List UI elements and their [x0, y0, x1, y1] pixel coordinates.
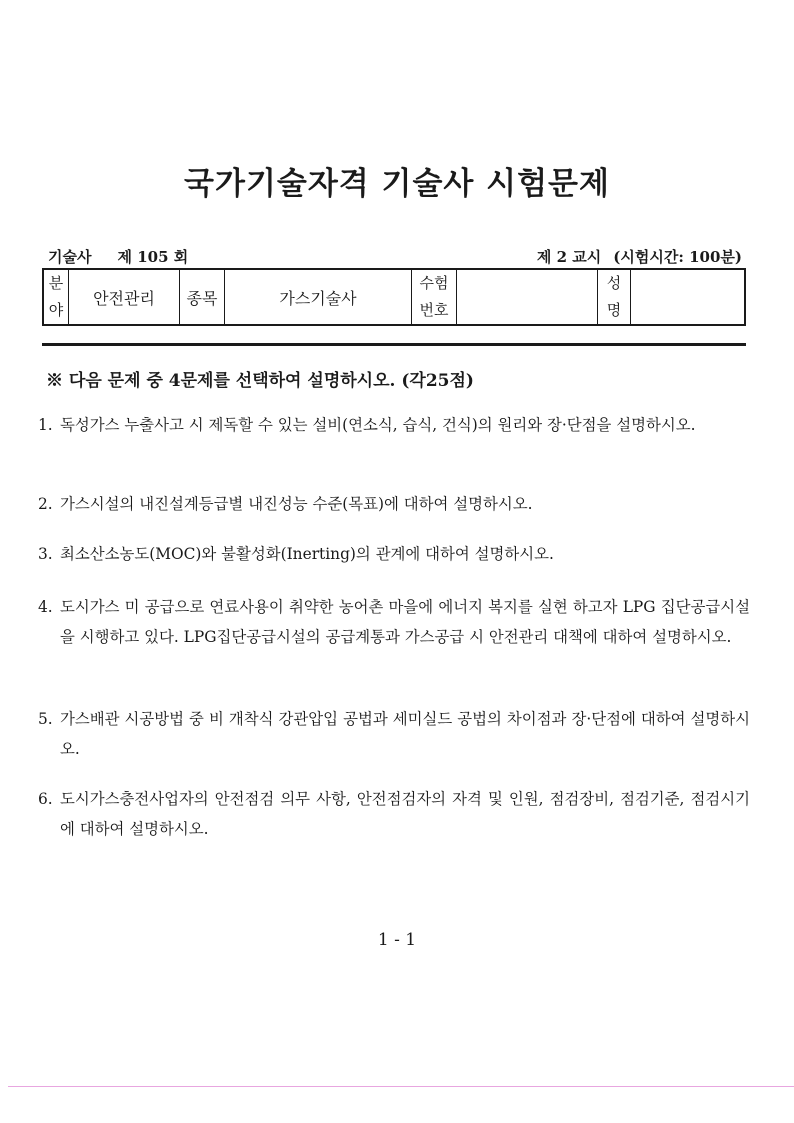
- question-item: [38, 704, 750, 764]
- scan-edge-line: [8, 1086, 794, 1087]
- question-text: 독성가스 누출사고 시 제독할 수 있는 설비(연소식, 습식, 건식)의 원리와 장·단점을 설명하시오.: [60, 416, 696, 434]
- question-text: 도시가스충전사업자의 안전점검 의무 사항, 안전점검자의 자격 및 인원, 점검장비, 점검기준, 점검시기에 대하여 설명하시오.: [60, 790, 750, 838]
- question-item: [38, 539, 750, 569]
- header-divider: [42, 343, 746, 346]
- item-value: 가스기술사: [225, 269, 412, 325]
- exam-meta-right: [537, 246, 742, 267]
- question-text: 가스시설의 내진설계등급별 내진성능 수준(목표)에 대하여 설명하시오.: [60, 495, 533, 513]
- exam-category: 기술사: [48, 248, 92, 266]
- field-label: 분 야: [43, 269, 69, 325]
- question-number: 4.: [38, 598, 53, 616]
- question-item: [38, 489, 750, 519]
- exam-session: 제 2 교시: [536, 248, 602, 266]
- question-item: [38, 410, 750, 440]
- question-number: 2.: [38, 495, 53, 513]
- instruction-text: ※ 다음 문제 중 4문제를 선택하여 설명하시오. (각25점): [46, 371, 474, 391]
- question-item: [38, 592, 750, 652]
- exam-number-label: 수험 번호: [412, 269, 457, 325]
- question-text: 도시가스 미 공급으로 연료사용이 취약한 농어촌 마을에 에너지 복지를 실현 하고자 LPG 집단공급시설을 시행하고 있다. LPG집단공급시설의 공급계통과 가스공급 시 안전관리 대책에 대하여 설명하시오.: [60, 598, 750, 646]
- exam-info-table: [42, 268, 746, 326]
- name-field[interactable]: [631, 269, 746, 325]
- exam-meta-left: [48, 246, 188, 267]
- name-label: 성 명: [598, 269, 631, 325]
- exam-round: 제 105 회: [117, 248, 189, 266]
- question-number: 1.: [38, 416, 53, 434]
- question-item: [38, 784, 750, 844]
- exam-number-field[interactable]: [457, 269, 598, 325]
- question-text: 최소산소농도(MOC)와 불활성화(Inerting)의 관계에 대하여 설명하시오.: [60, 545, 554, 563]
- question-number: 6.: [38, 790, 53, 808]
- page-title: 국가기술자격 기술사 시험문제: [184, 166, 610, 202]
- question-number: 5.: [38, 710, 53, 728]
- question-number: 3.: [38, 545, 53, 563]
- field-value: 안전관리: [69, 269, 180, 325]
- item-label: 종목: [180, 269, 225, 325]
- page-number: 1 - 1: [377, 930, 417, 950]
- question-text: 가스배관 시공방법 중 비 개착식 강관압입 공법과 세미실드 공법의 차이점과 장·단점에 대하여 설명하시오.: [60, 710, 750, 758]
- exam-duration: (시험시간: 100분): [613, 248, 742, 266]
